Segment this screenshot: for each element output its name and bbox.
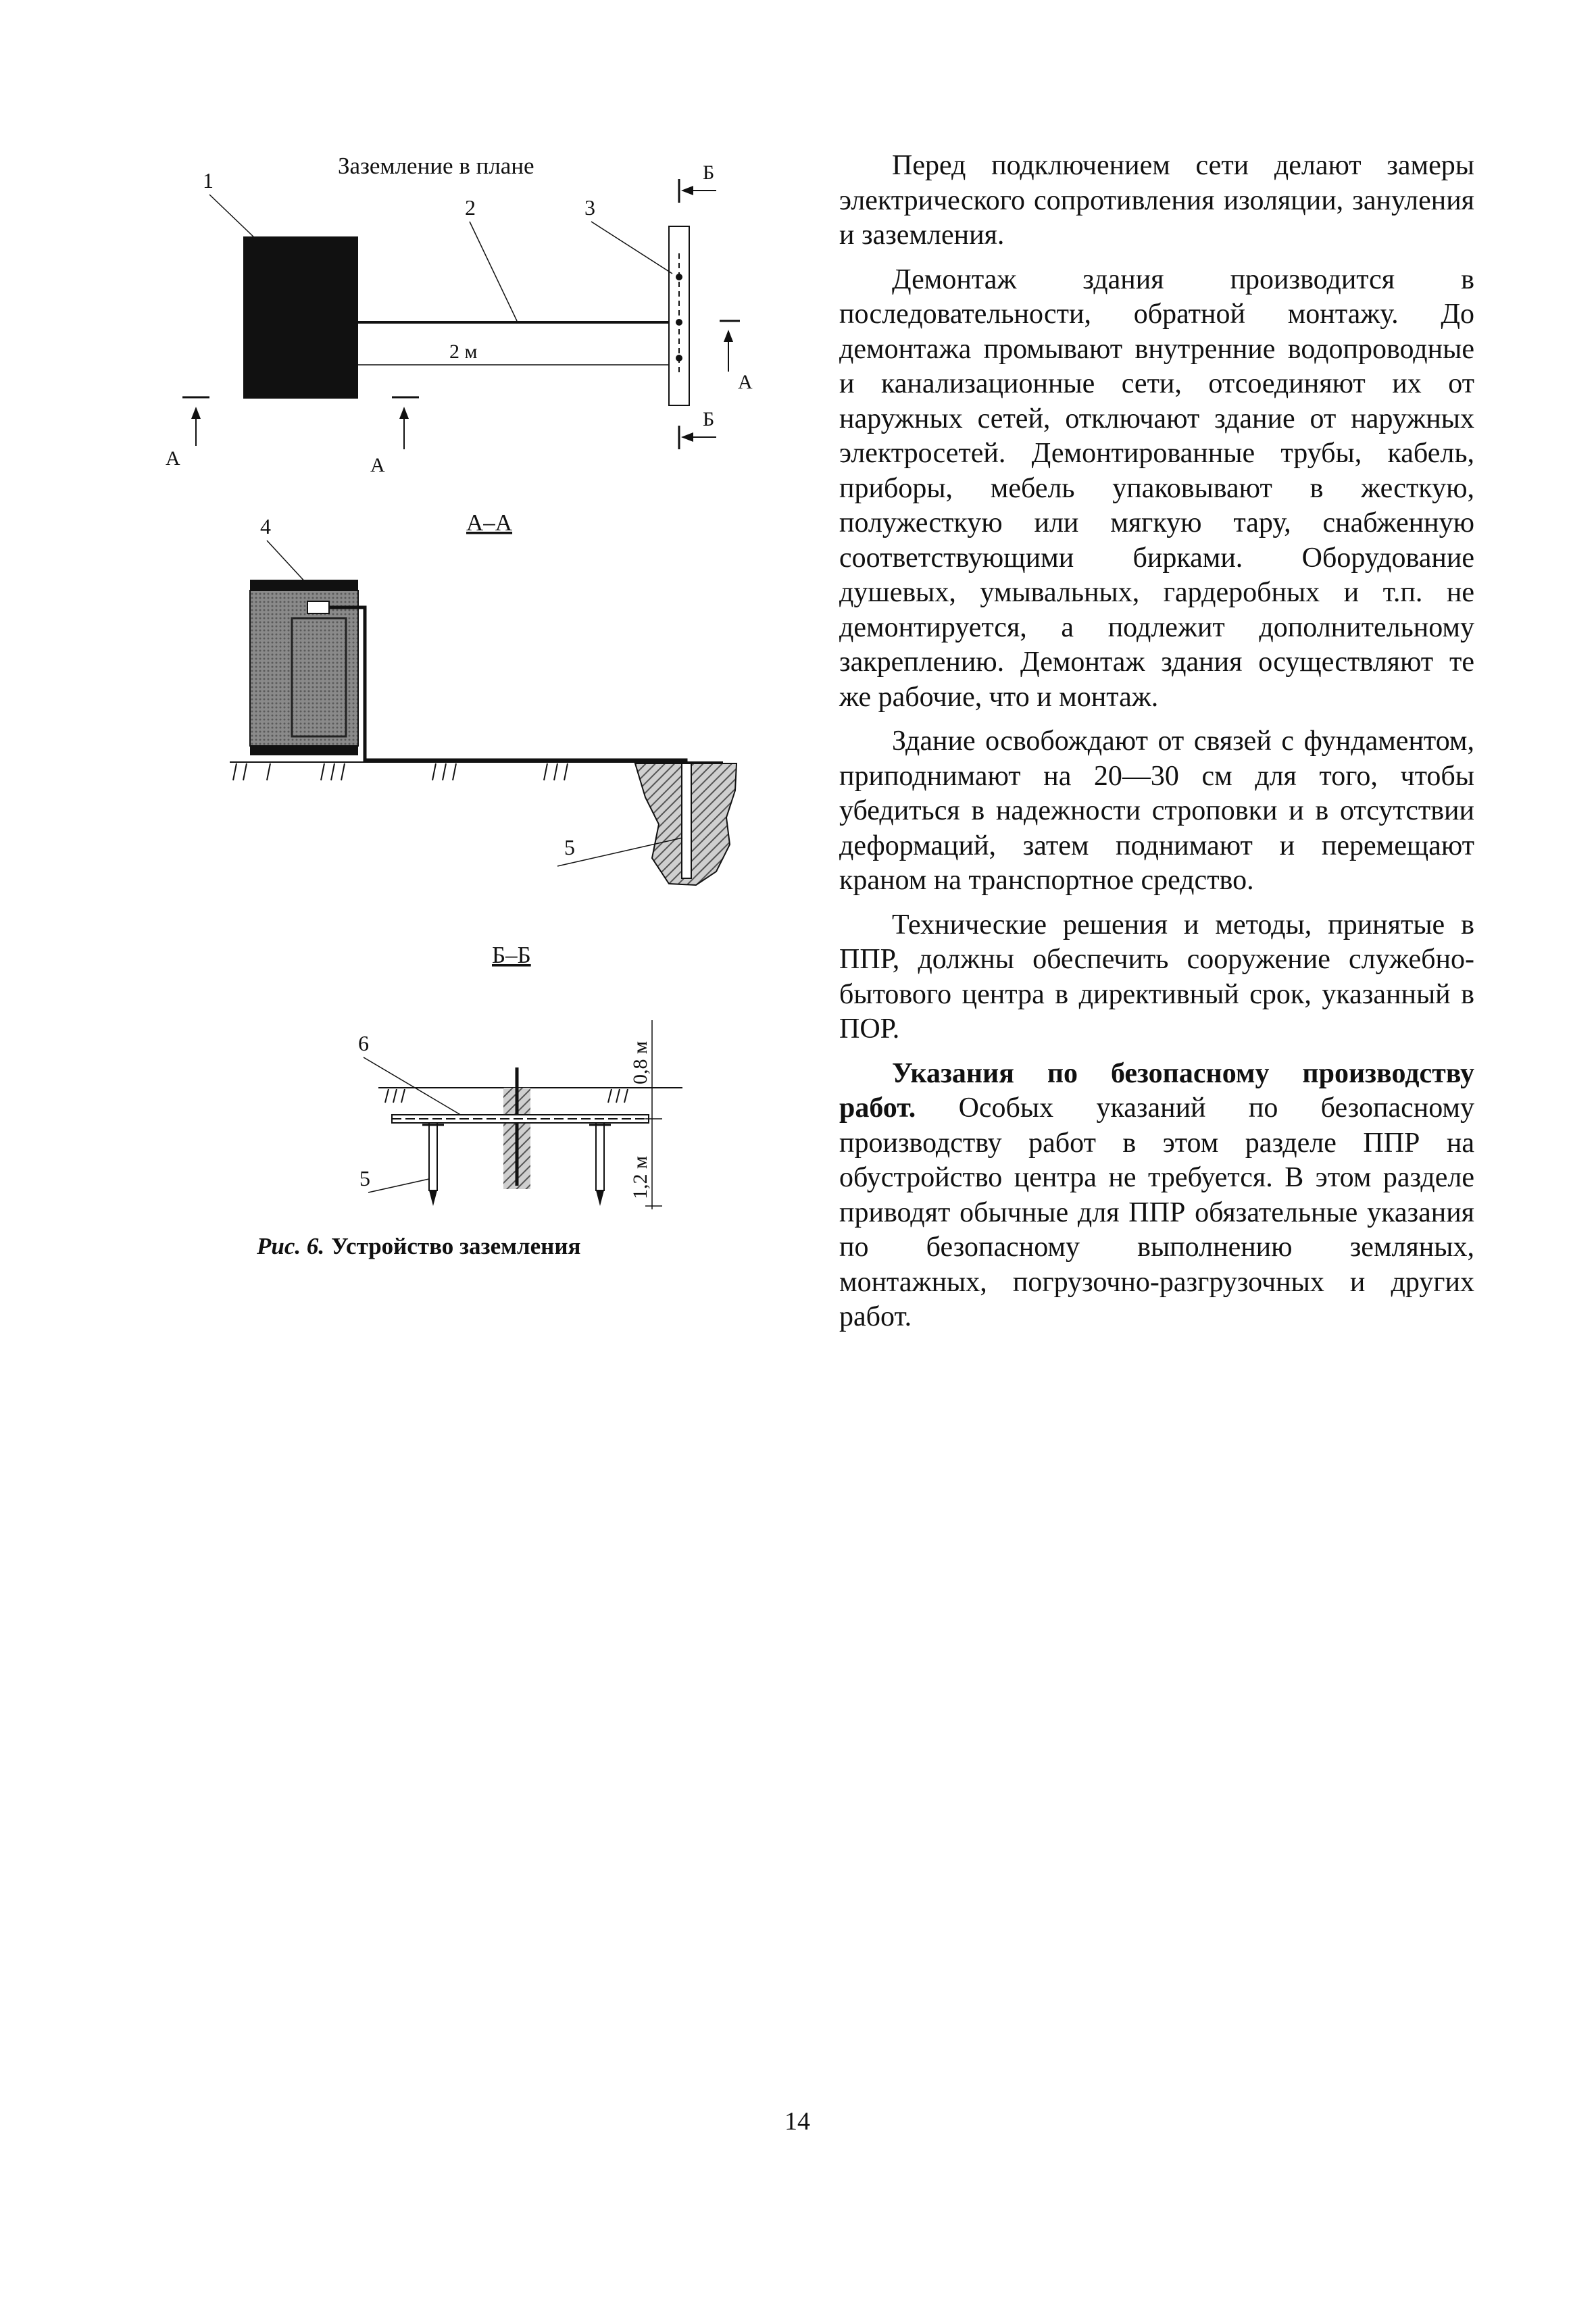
callout-4: 4 [260,514,271,538]
callout-6: 6 [358,1031,369,1055]
grounding-figure [149,142,757,1290]
paragraph-1: Перед подключением сети делают замеры электрического сопротивления изоляции, зануления и заземления. [839,150,1474,251]
mark-a-mid: А [370,454,385,476]
ground-hatch [233,763,568,780]
figure-caption-number: Рис. 6. [257,1233,325,1259]
foundation-slab [250,746,358,755]
callout-1: 1 [203,168,214,193]
figure-caption [257,1233,770,1260]
arrow-head [399,407,409,419]
arrow-head [724,330,733,342]
callout-5a: 5 [564,835,575,859]
dimension-2m-label: 2 м [449,341,478,363]
mark-a-left: А [166,447,180,470]
dimension-12m-label: 1,2 м [629,1156,651,1199]
electrode-strip [669,226,689,405]
paragraph-4: Технические решения и методы, принятые в ППР, должны обеспечить сооружение служебно-бытового центра в директивный срок, указанный в ПОР. [839,909,1474,1045]
electrode-point [676,355,682,361]
dimension-08m-label: 0,8 м [629,1041,651,1084]
section-conductor [329,607,686,858]
leader-2 [470,222,517,321]
leader-4 [267,540,307,584]
safety-text: Особых указаний по безопасному производству работ в этом разделе ППР на обустройство центра не требуется. В этом разделе приводят обычные для ППР обязательные указания по безопасному выполнению земляных, монтажных, погрузочно-разгрузочных и других работ. [839,1092,1474,1332]
paragraph-5 [839,1057,1474,1335]
arrow-head [191,407,201,419]
section-aa-title: А–А [466,509,513,536]
bb-electrode-left [422,1123,444,1206]
vertical-electrode [682,763,691,878]
figure-caption-text: Устройство заземления [331,1233,581,1259]
leader-3 [591,222,672,274]
section-bb-title: Б–Б [492,942,531,968]
callout-3: 3 [584,195,595,220]
safety-heading: Указания по безопасному производству работ. [839,1057,1474,1124]
building-section [250,590,358,746]
bb-electrode-right [589,1123,611,1206]
paragraph-3: Здание освобождают от связей с фундаментом, приподнимают на 20—30 см для того, чтобы убедиться в надежности строповки и в отсутствии деформаций, затем поднимают и перемещают краном на транспортное средство. [839,726,1474,896]
grounding-diagram [149,142,757,1290]
building-block [243,236,358,399]
paragraph-2: Демонтаж здания производится в последовательности, обратной монтажу. До демонтажа промывают внутренние водопроводные и канализационные сети, отсоединяют их от наружных сетей, отключают здание от наружных электросетей. Демонтированные трубы, кабель, приборы, мебель упаковывают в жесткую, полужесткую или мягкую тару, снабженную соответствующими бирками. Оборудование душевых, умывальных, гардеробных и т.п. не демонтируется, а подлежит дополнительному закреплению. Демонтаж здания осуществляют те же рабочие, что и монтаж. [839,263,1474,713]
mark-b-top: Б [703,161,715,184]
mark-a-right: А [738,371,753,393]
leader-1 [209,195,257,240]
leader-5b [368,1179,429,1192]
page-number: 14 [784,2107,810,2136]
mark-b-bottom: Б [703,408,715,430]
roof-slab [250,580,358,590]
arrow-head [681,186,693,195]
plan-title: Заземление в плане [338,153,534,179]
body-text [839,149,1474,1344]
arrow-head [681,432,693,442]
callout-5b: 5 [359,1166,370,1190]
junction-box [307,601,329,613]
callout-2: 2 [465,195,476,220]
electrode-point [676,319,682,326]
electrode-point [676,274,682,280]
